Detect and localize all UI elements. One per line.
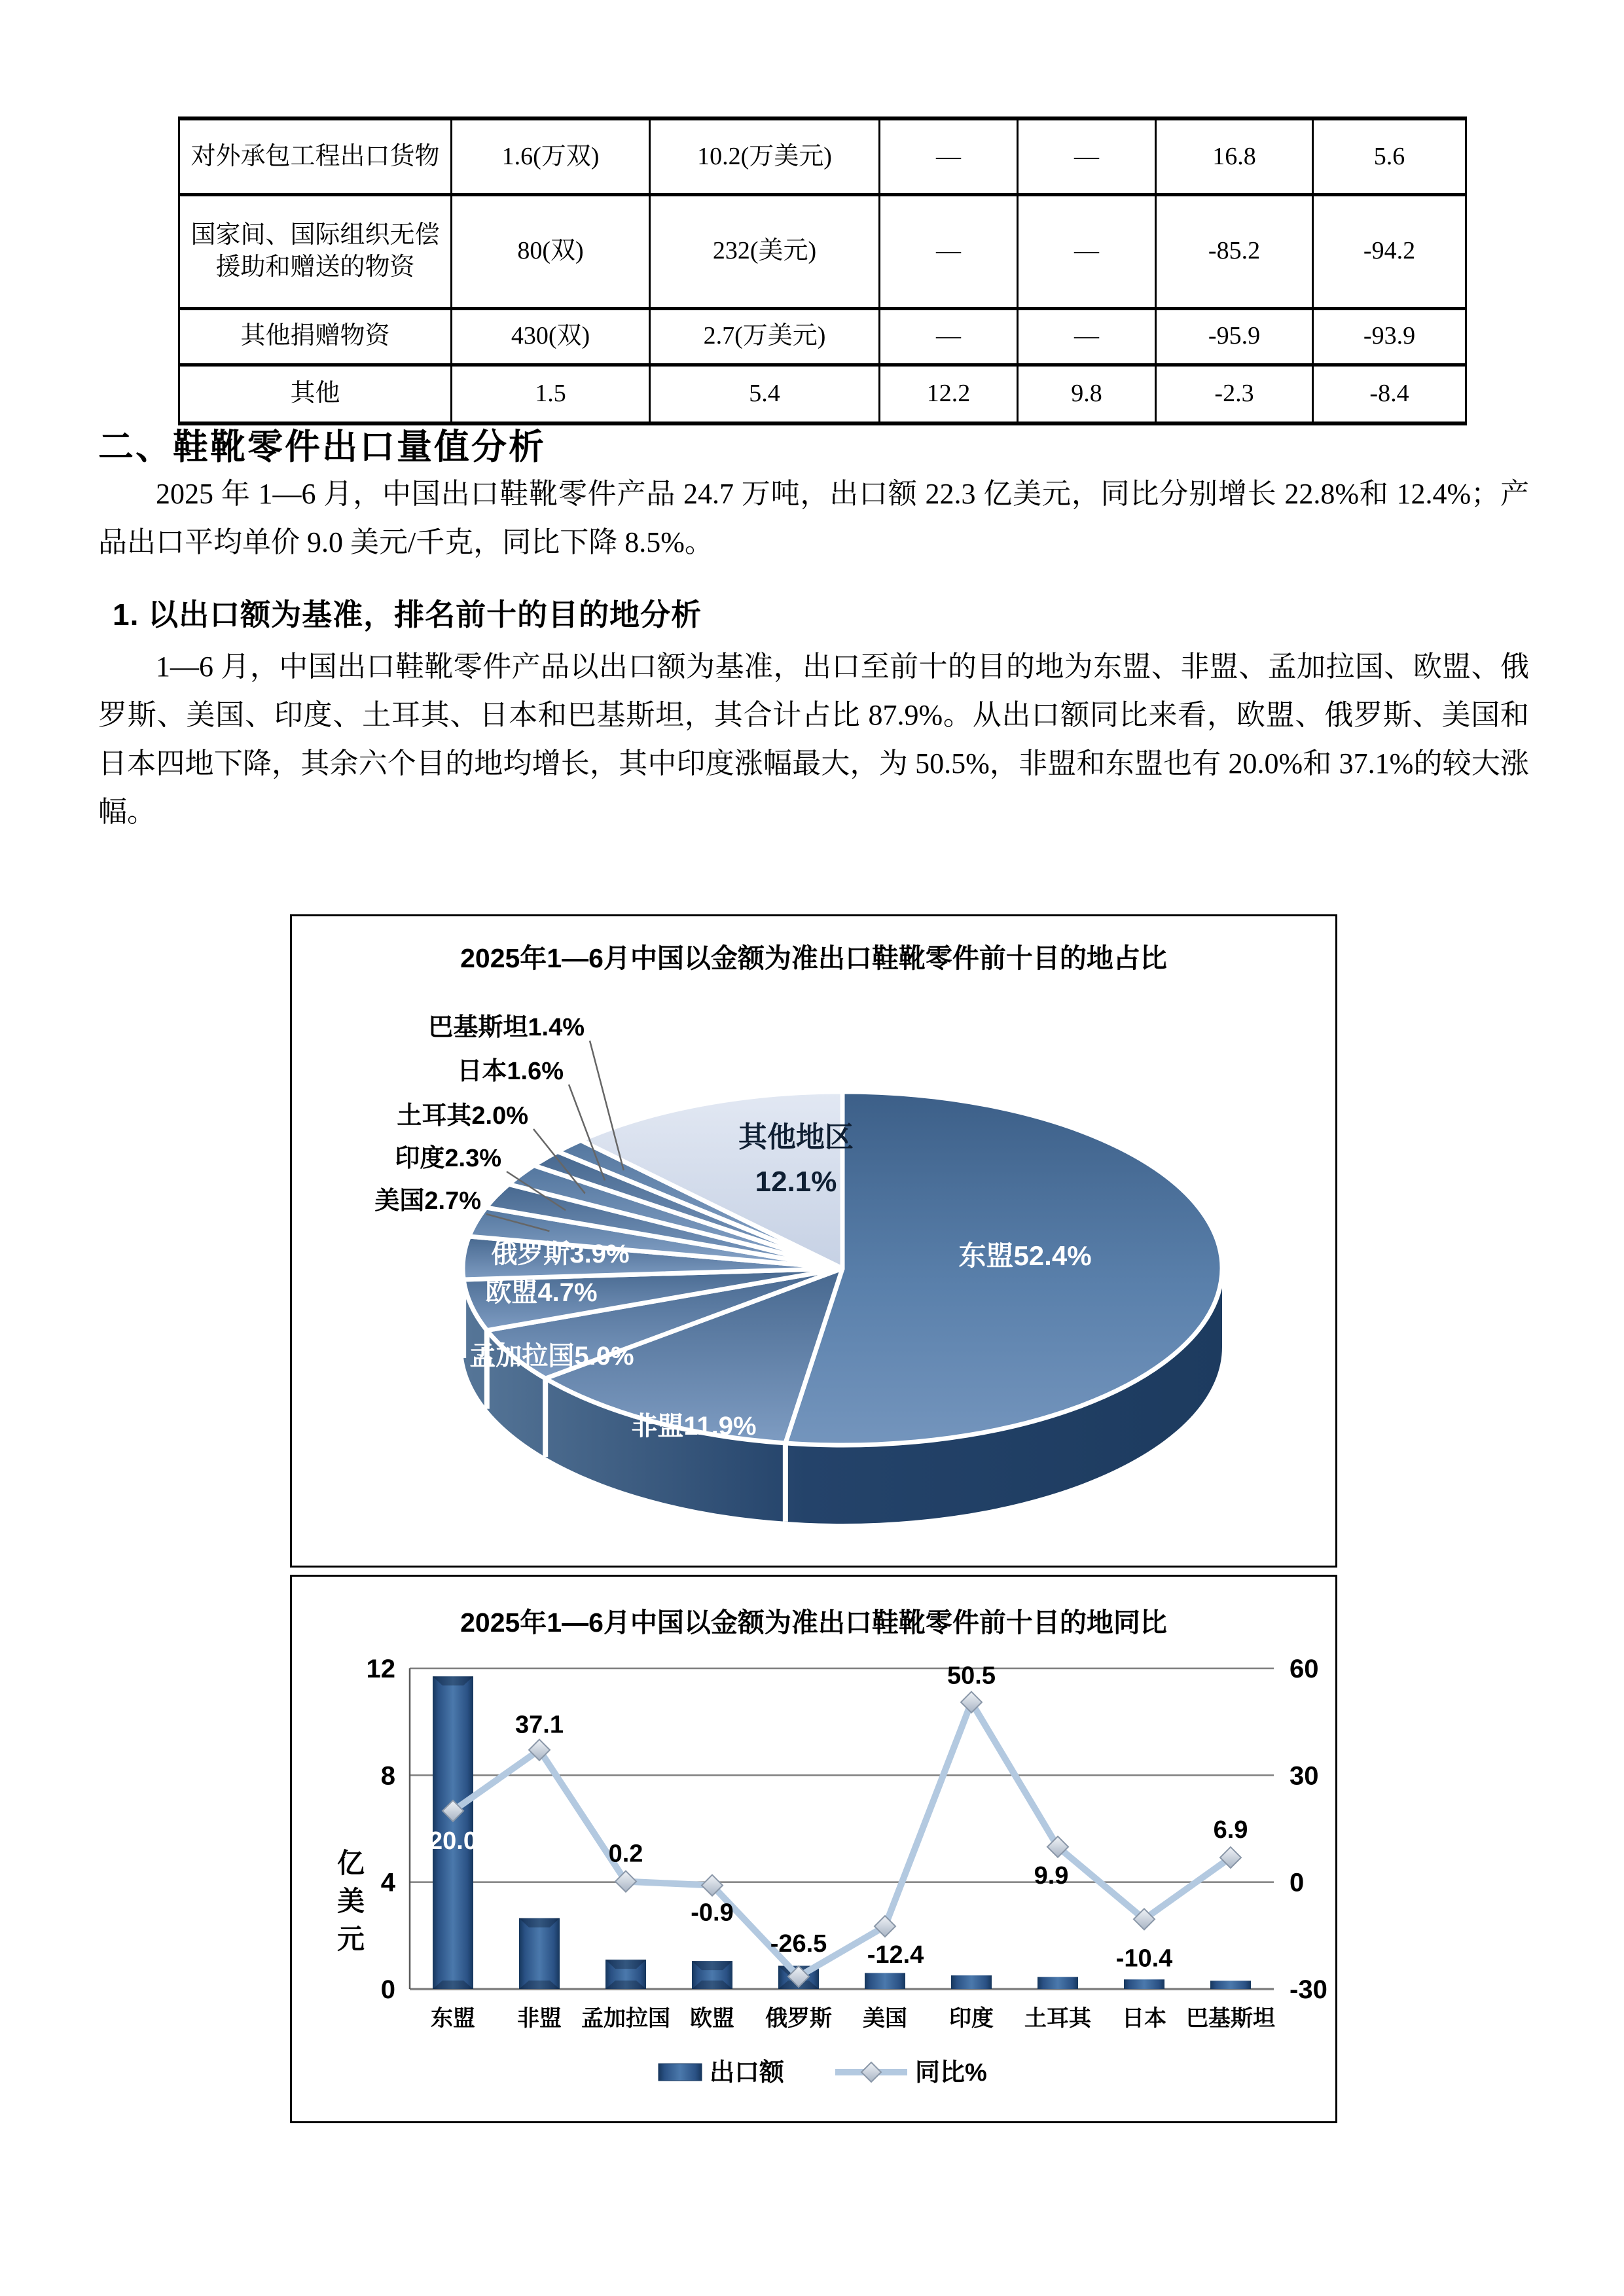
left-axis-tick: 8: [380, 1761, 395, 1791]
left-axis-tick: 12: [366, 1655, 395, 1683]
value-cell: —: [1018, 194, 1156, 308]
right-axis-tick: 0: [1290, 1868, 1305, 1897]
x-axis-label-土耳其: 土耳其: [1024, 2006, 1091, 2031]
pie-body: [374, 1014, 1222, 1524]
value-cell: 5.4: [650, 365, 880, 423]
value-cell: 9.8: [1018, 365, 1156, 423]
right-axis-tick: 30: [1290, 1761, 1319, 1791]
table-row: [179, 118, 1466, 194]
value-cell: —: [1018, 308, 1156, 365]
value-cell: 430(双): [452, 308, 650, 365]
bar-巴基斯坦: [1210, 1981, 1251, 1989]
pie-label-东盟: 东盟52.4%: [958, 1240, 1092, 1271]
value-cell: 12.2: [880, 365, 1018, 423]
row-label-cell: 国家间、国际组织无偿援助和赠送的物资: [179, 194, 452, 308]
pie-label-土耳其: 土耳其2.0%: [397, 1102, 528, 1130]
pie-label-美国: 美国2.7%: [374, 1187, 481, 1215]
right-axis-tick: 60: [1290, 1655, 1319, 1683]
subsection-heading: 1. 以出口额为基准，排名前十的目的地分析: [113, 598, 702, 632]
value-cell: —: [880, 308, 1018, 365]
line-value-label: -10.4: [1115, 1945, 1173, 1973]
x-axis-label-印度: 印度: [949, 2006, 994, 2031]
value-cell: 10.2(万美元): [650, 118, 880, 194]
legend-line-marker: [861, 2062, 881, 2082]
value-cell: 16.8: [1156, 118, 1313, 194]
table-row: [179, 194, 1466, 308]
value-cell: 80(双): [452, 194, 650, 308]
left-axis-title: 亿美元: [336, 1848, 365, 1954]
line-value-label: 37.1: [515, 1711, 564, 1739]
line-value-label: 20.0: [429, 1827, 477, 1855]
value-cell: -2.3: [1156, 365, 1313, 423]
value-cell: 232(美元): [650, 194, 880, 308]
x-axis-label-欧盟: 欧盟: [690, 2006, 734, 2031]
section-heading: 二、鞋靴零件出口量值分析: [98, 427, 546, 467]
x-axis-label-孟加拉国: 孟加拉国: [581, 2006, 670, 2031]
value-cell: 1.6(万双): [452, 118, 650, 194]
line-value-label: -12.4: [867, 1941, 924, 1969]
value-cell: -8.4: [1313, 365, 1466, 423]
pie-label-印度: 印度2.3%: [395, 1145, 501, 1172]
paragraph-overview: 2025 年 1—6 月，中国出口鞋靴零件产品 24.7 万吨，出口额 22.3 亿美元，同比分别增长 22.8%和 12.4%；产品出口平均单价 9.0 美元/千克，同比下降 8.5%。: [98, 478, 1529, 558]
x-axis-label-俄罗斯: 俄罗斯: [765, 2006, 832, 2031]
value-cell: 1.5: [452, 365, 650, 423]
value-cell: -85.2: [1156, 194, 1313, 308]
pie-label-孟加拉国: 孟加拉国5.0%: [469, 1342, 634, 1371]
pie-label-其他地区: 其他地区 12.1%: [738, 1121, 854, 1198]
combo-chart-figure: [290, 1575, 1337, 2123]
bar-日本: [1124, 1979, 1164, 1989]
x-axis-label-东盟: 东盟: [431, 2006, 475, 2031]
value-cell: 5.6: [1313, 118, 1466, 194]
x-axis-label-日本: 日本: [1122, 2006, 1166, 2031]
table-row: [179, 365, 1466, 423]
line-value-label: 0.2: [608, 1840, 643, 1868]
pie-chart-figure: [290, 914, 1337, 1568]
left-axis-tick: 0: [380, 1975, 395, 2004]
value-cell: —: [880, 194, 1018, 308]
line-value-label: 6.9: [1213, 1816, 1248, 1844]
line-value-label: 50.5: [947, 1662, 996, 1690]
combo-body: [337, 1655, 1327, 2087]
row-label-cell: 其他: [179, 365, 452, 423]
combo-chart-title: 2025年1—6月中国以金额为准出口鞋靴零件前十目的地同比: [460, 1607, 1167, 1638]
line-value-label: -0.9: [691, 1899, 734, 1927]
bar-非盟: [519, 1918, 560, 1989]
pie-chart-title: 2025年1—6月中国以金额为准出口鞋靴零件前十目的地占比: [460, 943, 1167, 973]
pie-label-日本: 日本1.6%: [457, 1058, 564, 1085]
pie-label-欧盟: 欧盟4.7%: [485, 1278, 598, 1307]
right-axis-tick: -30: [1290, 1975, 1327, 2004]
table-row: [179, 308, 1466, 365]
value-cell: 2.7(万美元): [650, 308, 880, 365]
pie-label-非盟: 非盟11.9%: [631, 1412, 757, 1441]
pie-chart: [292, 916, 1335, 1566]
line-series: [453, 1702, 1231, 1977]
pie-label-俄罗斯: 俄罗斯3.9%: [491, 1240, 630, 1268]
row-label-cell: 其他捐赠物资: [179, 308, 452, 365]
value-cell: -93.9: [1313, 308, 1466, 365]
legend-bar-swatch: [659, 2064, 702, 2081]
export-table: [178, 117, 1467, 425]
bar-印度: [951, 1975, 992, 1989]
pie-label-巴基斯坦: 巴基斯坦1.4%: [428, 1014, 585, 1041]
value-cell: —: [880, 118, 1018, 194]
value-cell: -95.9: [1156, 308, 1313, 365]
line-value-label: 9.9: [1034, 1861, 1069, 1890]
left-axis-tick: 4: [380, 1868, 395, 1897]
export-table-body: [179, 118, 1466, 423]
x-axis-label-巴基斯坦: 巴基斯坦: [1186, 2006, 1275, 2031]
legend-line-label: 同比%: [915, 2059, 987, 2087]
bar-土耳其: [1038, 1977, 1078, 1989]
value-cell: —: [1018, 118, 1156, 194]
bar-美国: [865, 1973, 905, 1990]
x-axis-label-非盟: 非盟: [517, 2006, 562, 2031]
paragraph-destinations: 1—6 月，中国出口鞋靴零件产品以出口额为基准，出口至前十的目的地为东盟、非盟、孟加拉国、欧盟、俄罗斯、美国、印度、土耳其、日本和巴基斯坦，其合计占比 87.9%。从出口额同比来看，欧盟、俄罗斯、美国和日本四地下降，其余六个目的地均增长，其中印度涨幅最大，为 50.5%，非盟和东盟也有 20.0%和 37.1%的较大涨幅。: [98, 651, 1529, 828]
line-value-label: -26.5: [770, 1929, 827, 1958]
x-axis-label-美国: 美国: [863, 2006, 907, 2031]
bar-line-chart: [292, 1577, 1335, 2121]
legend-bar-label: 出口额: [710, 2059, 785, 2087]
row-label-cell: 对外承包工程出口货物: [179, 118, 452, 194]
value-cell: -94.2: [1313, 194, 1466, 308]
